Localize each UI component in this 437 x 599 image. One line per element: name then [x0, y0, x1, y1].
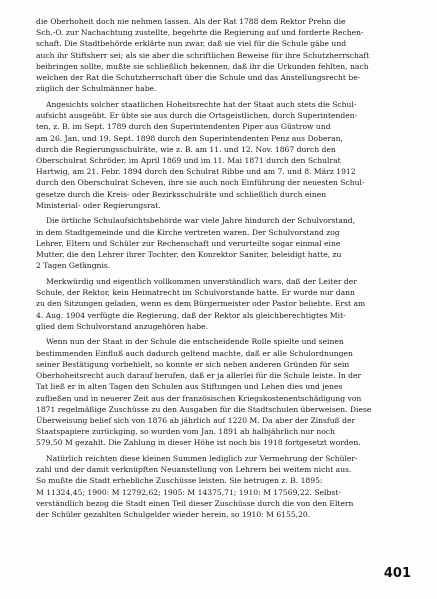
text-line: auch ihr Stiftsherr sei; als sie aber die schriftlichen Beweise für ihre Schutzherrschaft: [36, 50, 370, 60]
text-line: 1871 regelmäßige Zuschüsse zu den Ausgaben für die Stadtschulen überweisen. Diese: [36, 404, 372, 414]
text-line: Staatspapiere zurückging, so wurden vom Jan. 1891 ab halbjährlich nur noch: [36, 427, 335, 437]
text-line: die Oberhoheit doch nie nehmen lassen. Als der Rat 1788 dem Rektor Prehn die: [36, 17, 346, 26]
text-line: Die örtliche Schulaufsichtsbehörde war viele Jahre hindurch der Schulvorstand,: [46, 216, 356, 226]
paragraph-3: [36, 215, 413, 271]
text-line: schaft. Die Stadtbehörde erklärte nun zwar, daß sie viel für die Schule gäbe und: [36, 39, 347, 49]
text-line: Ministerial- oder Regierungsrat.: [36, 200, 161, 210]
text-line: 579,50 M gezahlt. Die Zahlung in dieser Höhe ist noch bis 1918 fortgesetzt worden.: [36, 438, 361, 448]
text-line: M 11324,45; 1900: M 12792,62; 1905: M 14375,71; 1910: M 17569,22. Selbst-: [36, 487, 341, 497]
text-line: gesetze durch die Kreis- oder Bezirksschulräte und schließlich durch einen: [36, 189, 327, 199]
text-line: 4. Aug. 1904 verfügte die Regierung, daß der Rektor als gleichberechtigtes Mit-: [36, 310, 346, 320]
text-line: aufsicht ausgeübt. Er übte sie aus durch die Ortsgeistlichen, durch Superintenden-: [36, 111, 358, 121]
text-line: Oberschulrat Schröder, im April 1869 und im 11. Mai 1871 durch den Schulrat: [36, 155, 341, 165]
text-line: in dem Stadtgemeinde und die Kirche vertreten waren. Der Schulvorstand zog: [36, 227, 340, 237]
text-line: der Schüler gezahlten Schulgelder wieder herein, so 1910: M 6155,20.: [36, 510, 311, 520]
paragraph-2: [36, 99, 413, 211]
text-line: Schule, der Rektor, kein Heimatrecht im Schulvorstande hatte. Er wurde nur dann: [36, 288, 355, 298]
text-line: 2 Tagen Gefängnis.: [36, 261, 111, 271]
text-line: Wenn nun der Staat in der Schule die entscheidende Rolle spielte und seinen: [46, 337, 344, 347]
text-line: Angesichts solcher staatlichen Hoheitsrechte hat der Staat auch stets die Schul-: [46, 99, 357, 109]
paragraph-6: [36, 453, 413, 520]
text-line: Natürlich reichten diese kleinen Summen lediglich zur Vermehrung der Schüler-: [46, 454, 358, 464]
page-number: 401: [383, 566, 411, 581]
text-line: zufließen und in neuerer Zeit aus der französischen Kriegskostenentschädigung von: [36, 393, 362, 403]
text-line: züglich der Schulmänner habe.: [36, 84, 157, 94]
text-line: glied dem Schulvorstand anzugehören habe.: [36, 321, 208, 331]
text-line: Überweisung belief sich von 1876 ab jährlich auf 1220 M. Da aber der Zinsfuß der: [36, 415, 356, 425]
text-line: zu den Sitzungen geladen, wenn es dem Bürgermeister oder Pastor beliebte. Erst am: [36, 299, 366, 309]
text-line: Hartwig, am 21. Febr. 1894 durch den Schulrat Ribbe und am 7. und 8. März 1912: [36, 167, 356, 177]
paragraph-1: [36, 16, 413, 94]
text-line: am 26. Jan. und 19. Sept. 1898 durch den Superintendenten Penz aus Doberan,: [36, 133, 343, 143]
text-line: Lehrer, Eltern und Schüler zur Rechenschaft und verurteilte sogar einmal eine: [36, 238, 341, 248]
text-line: durch die Regierungsschulräte, wie z. B. am 11. und 12. Nov. 1867 durch den: [36, 144, 336, 154]
text-line: beibringen sollte, mußte sie schließlich bekennen, daß ihr die Urkunden fehlten, nach: [36, 61, 369, 71]
body-text: [36, 16, 413, 525]
text-line: So mußte die Stadt erhebliche Zuschüsse leisten. Sie betrugen z. B. 1895:: [36, 476, 323, 486]
text-line: Mutter, die den Lehrer ihrer Tochter, den Konrektor Saniter, beleidigt hatte, zu: [36, 250, 342, 260]
text-line: seiner Bestätigung vorbehielt, so konnte er sich neben anderen Gründen für sein: [36, 359, 350, 369]
paragraph-5: [36, 336, 413, 448]
text-line: Tat ließ er in alten Tagen den Schulen aus Stiftungen und Lehen dies und jenes: [36, 382, 343, 392]
text-line: bestimmenden Einfluß auch dadurch geltend machte, daß er alle Schulordnungen: [36, 348, 353, 358]
text-line: Oberhoheitsrecht auch darauf berufen, daß er ja allerlei für die Schule leiste. In der: [36, 371, 362, 381]
text-line: ten, z. B. im Sept. 1789 durch den Superintendenten Piper aus Güstrow und: [36, 122, 331, 132]
paragraph-4: [36, 276, 413, 332]
text-line: verständlich bezog die Stadt einen Teil dieser Zuschüsse durch die von den Eltern: [36, 498, 354, 508]
text-line: durch den Oberschulrat Scheven, ihre sie auch noch Einführung der neuesten Schul-: [36, 178, 365, 188]
text-line: Sch.-O. zur Nachachtung zustellte, begehrte die Regierung auf und forderte Rechen-: [36, 28, 364, 38]
text-line: welchen der Rat die Schutzherrschaft über die Schule und das Anstellungsrecht be-: [36, 73, 361, 83]
text-line: zahl und der damit verknüpften Neuanstellung von Lehrern bei weitem nicht aus.: [36, 465, 352, 475]
text-line: Merkwürdig und eigentlich vollkommen unverständlich wars, daß der Leiter der: [46, 276, 357, 286]
